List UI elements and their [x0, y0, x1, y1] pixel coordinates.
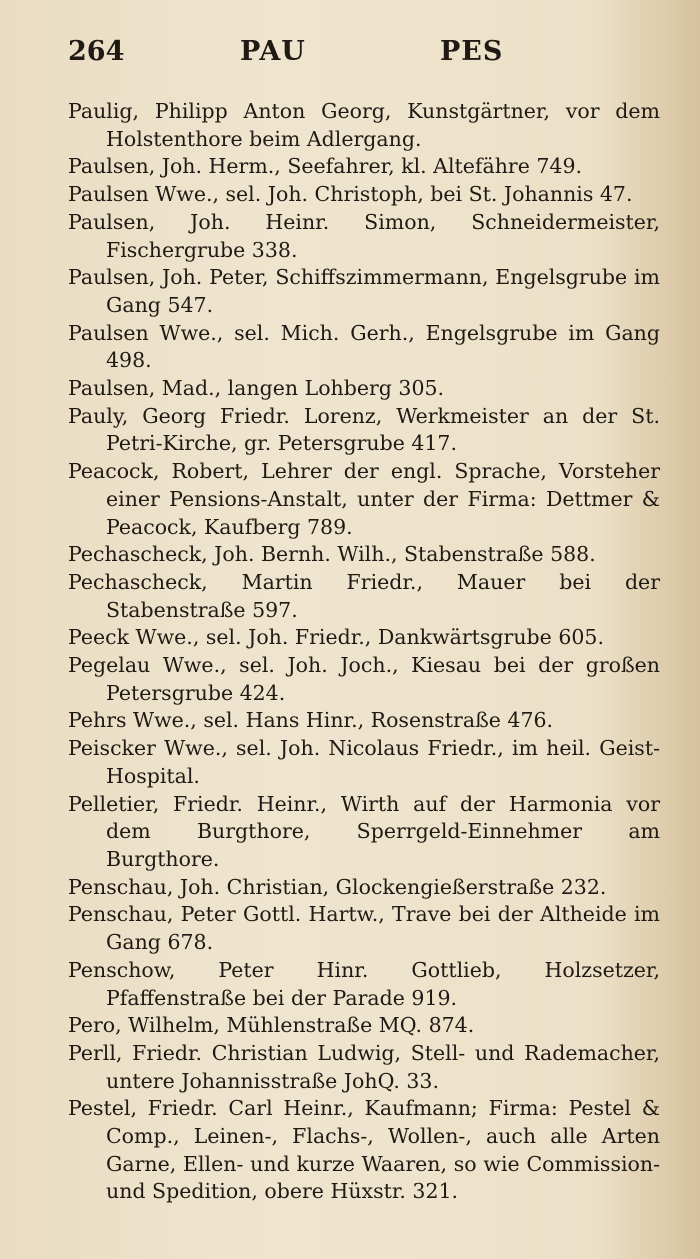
page-header [68, 30, 660, 74]
running-head-last: PES [440, 36, 504, 67]
directory-entry: Peiscker Wwe., sel. Joh. Nicolaus Friedr., im heil. Geist-Hospital. [68, 736, 660, 788]
directory-entry: Pehrs Wwe., sel. Hans Hinr., Rosenstraße 476. [68, 708, 554, 733]
directory-entry: Paulsen, Mad., langen Lohberg 305. [68, 376, 445, 401]
directory-entry: Pestel, Friedr. Carl Heinr., Kaufmann; Firma: Pestel & Comp., Leinen-, Flachs-, Wollen-, auch alle Arten Garne, Ellen- und kurze Waaren, so wie Commission- und Spedition, obere Hüxstr. 321. [68, 1096, 660, 1204]
directory-entry: Penschow, Peter Hinr. Gottlieb, Holzsetzer, Pfaffenstraße bei der Parade 919. [68, 957, 660, 1010]
page-number: 264 [68, 36, 125, 67]
directory-entry: Pechascheck, Joh. Bernh. Wilh., Stabenstraße 588. [68, 542, 596, 567]
directory-entries [68, 98, 660, 1206]
directory-entry: Peacock, Robert, Lehrer der engl. Sprache, Vorsteher einer Pensions-Anstalt, unter der Firma: Dettmer & Peacock, Kaufberg 789. [68, 459, 660, 539]
directory-entry: Pelletier, Friedr. Heinr., Wirth auf der Harmonia vor dem Burgthore, Sperrgeld-Einnehmer am Burgthore. [68, 791, 660, 871]
directory-entry: Pechascheck, Martin Friedr., Mauer bei der Stabenstraße 597. [68, 569, 660, 622]
directory-entry: Pero, Wilhelm, Mühlenstraße MQ. 874. [68, 1013, 475, 1038]
directory-entry: Penschau, Joh. Christian, Glockengießerstraße 232. [68, 874, 607, 899]
running-head-first: PAU [240, 36, 306, 67]
directory-entry: Paulsen, Joh. Peter, Schiffszimmermann, Engelsgrube im Gang 547. [68, 265, 660, 317]
directory-entry: Pegelau Wwe., sel. Joh. Joch., Kiesau bei der großen Petersgrube 424. [68, 653, 660, 705]
directory-entry: Paulig, Philipp Anton Georg, Kunstgärtner, vor dem Holstenthore beim Adlergang. [68, 99, 660, 151]
directory-entry: Penschau, Peter Gottl. Hartw., Trave bei der Altheide im Gang 678. [68, 902, 660, 955]
directory-entry: Paulsen Wwe., sel. Mich. Gerh., Engelsgrube im Gang 498. [68, 320, 660, 373]
directory-entry: Pauly, Georg Friedr. Lorenz, Werkmeister an der St. Petri-Kirche, gr. Petersgrube 417. [68, 403, 660, 456]
directory-entry: Peeck Wwe., sel. Joh. Friedr., Dankwärtsgrube 605. [68, 625, 604, 650]
directory-entry: Paulsen, Joh. Herm., Seefahrer, kl. Altefähre 749. [68, 154, 583, 179]
directory-entry: Paulsen Wwe., sel. Joh. Christoph, bei St. Johannis 47. [68, 182, 633, 207]
directory-entry: Paulsen, Joh. Heinr. Simon, Schneidermeister, Fischergrube 338. [68, 209, 660, 262]
directory-entry: Perll, Friedr. Christian Ludwig, Stell- und Rademacher, untere Johannisstraße JohQ. 33. [68, 1040, 660, 1093]
